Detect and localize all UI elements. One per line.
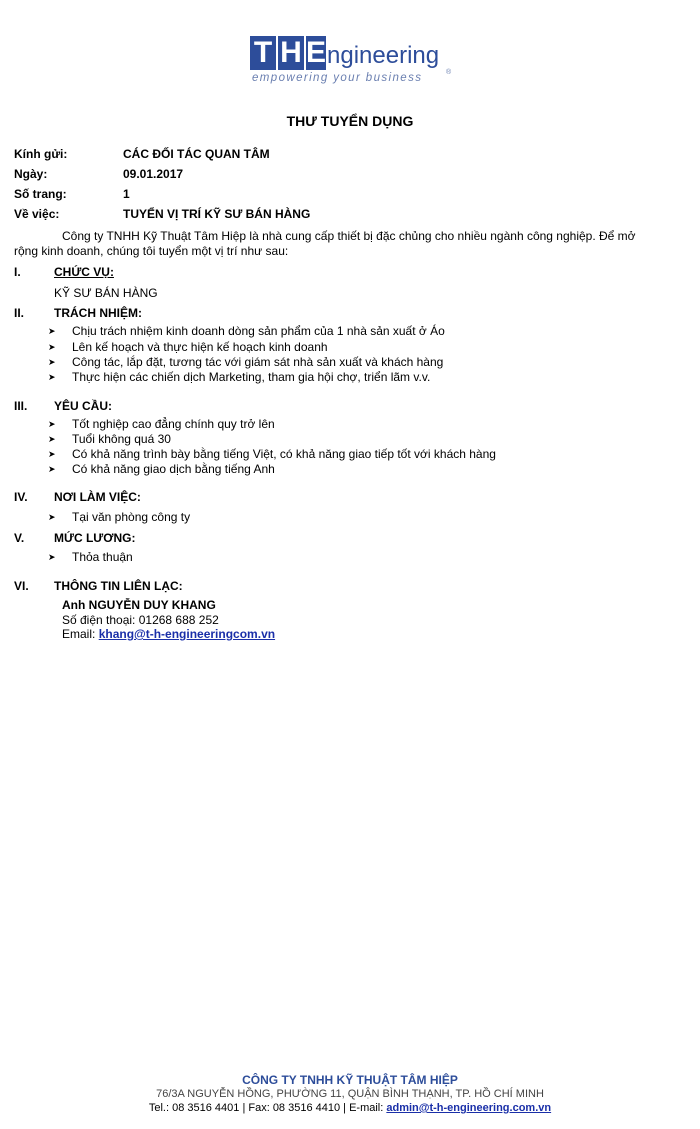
arrowhead-bullet-icon: ➤	[48, 325, 56, 336]
section-1-number: I.	[14, 265, 21, 279]
logo-letter-h: H	[278, 36, 304, 70]
intro-paragraph: Công ty TNHH Kỹ Thuật Tâm Hiệp là nhà cung cấp thiết bị đặc chủng cho nhiều ngành công nghiệp. Để mở rộng kinh doanh, chúng tôi tuyển một vị trí như sau:	[14, 229, 636, 258]
list-item: ➤ Chịu trách nhiệm kinh doanh dòng sản phẩm của 1 nhà sản xuất ở Áo	[48, 324, 445, 338]
list-item: ➤ Lên kế hoạch và thực hiện kế hoạch kinh doanh	[48, 340, 328, 354]
footer-company-name: CÔNG TY TNHH KỸ THUẬT TÂM HIỆP	[242, 1073, 458, 1087]
contact-phone: Số điện thoại: 01268 688 252	[62, 613, 219, 627]
registered-mark: ®	[446, 69, 452, 76]
arrowhead-bullet-icon: ➤	[48, 418, 56, 429]
arrowhead-bullet-icon: ➤	[48, 341, 56, 352]
to-label: Kính gửi:	[14, 147, 68, 161]
list-item: ➤ Thực hiện các chiến dịch Marketing, tham gia hội chợ, triển lãm v.v.	[48, 370, 431, 384]
list-item: ➤ Tuổi không quá 30	[48, 432, 171, 446]
arrowhead-bullet-icon: ➤	[48, 433, 56, 444]
logo-letter-t: T	[250, 36, 276, 70]
section-3-title: YÊU CẦU:	[54, 399, 113, 413]
pages-label: Số trang:	[14, 187, 67, 201]
footer-address: 76/3A NGUYỄN HỒNG, PHƯỜNG 11, QUẬN BÌNH THẠNH, TP. HỒ CHÍ MINH	[156, 1088, 544, 1100]
list-item: ➤ Tốt nghiệp cao đẳng chính quy trở lên	[48, 417, 275, 431]
contact-email-line	[62, 627, 275, 641]
contact-email-link[interactable]: khang@t-h-engineeringcom.vn	[98, 627, 276, 641]
list-item: ➤ Thỏa thuận	[48, 550, 133, 564]
logo-wordmark: ngineering	[327, 42, 440, 69]
footer-contact	[0, 1102, 700, 1114]
list-item: ➤ Có khả năng trình bày bằng tiếng Việt, có khả năng giao tiếp tốt với khách hàng	[48, 447, 496, 461]
date-label: Ngày:	[14, 167, 48, 181]
arrowhead-bullet-icon: ➤	[48, 511, 56, 522]
footer-email-link[interactable]: admin@t-h-engineering.com.vn	[386, 1102, 552, 1114]
contact-name: Anh NGUYỄN DUY KHANG	[62, 598, 216, 612]
to-value: CÁC ĐỐI TÁC QUAN TÂM	[123, 147, 270, 161]
arrowhead-bullet-icon: ➤	[48, 371, 56, 382]
section-2-title: TRÁCH NHIỆM:	[54, 306, 142, 320]
section-6-title: THÔNG TIN LIÊN LẠC:	[54, 579, 183, 593]
footer-contact-prefix: Tel.: 08 3516 4401 | Fax: 08 3516 4410 | E-mail:	[148, 1102, 387, 1114]
arrowhead-bullet-icon: ➤	[48, 448, 56, 459]
subject-label: Về việc:	[14, 207, 60, 221]
company-logo	[250, 34, 450, 86]
logo-letter-e: E	[306, 36, 327, 69]
arrowhead-bullet-icon: ➤	[48, 463, 56, 474]
date-value: 09.01.2017	[123, 167, 184, 181]
section-6-number: VI.	[14, 579, 29, 593]
section-4-number: IV.	[14, 490, 28, 504]
arrowhead-bullet-icon: ➤	[48, 551, 56, 562]
section-4-title: NƠI LÀM VIỆC:	[54, 490, 141, 504]
document-title: THƯ TUYỂN DỤNG	[286, 113, 414, 129]
section-3-number: III.	[14, 399, 28, 413]
section-5-title: MỨC LƯƠNG:	[54, 531, 136, 545]
section-5-number: V.	[14, 531, 25, 545]
list-item: ➤ Tại văn phòng công ty	[48, 510, 191, 524]
position-name: KỸ SƯ BÁN HÀNG	[54, 286, 158, 300]
subject-value: TUYỂN VỊ TRÍ KỸ SƯ BÁN HÀNG	[123, 207, 311, 221]
arrowhead-bullet-icon: ➤	[48, 356, 56, 367]
section-1-title: CHỨC VỤ:	[54, 265, 114, 279]
logo-tagline: empowering your business	[252, 72, 423, 84]
list-item: ➤ Công tác, lắp đặt, tương tác với giám sát nhà sản xuất và khách hàng	[48, 355, 444, 369]
pages-value: 1	[123, 187, 130, 201]
list-item: ➤ Có khả năng giao dịch bằng tiếng Anh	[48, 462, 275, 476]
email-label: Email:	[62, 627, 99, 641]
section-2-number: II.	[14, 306, 25, 320]
